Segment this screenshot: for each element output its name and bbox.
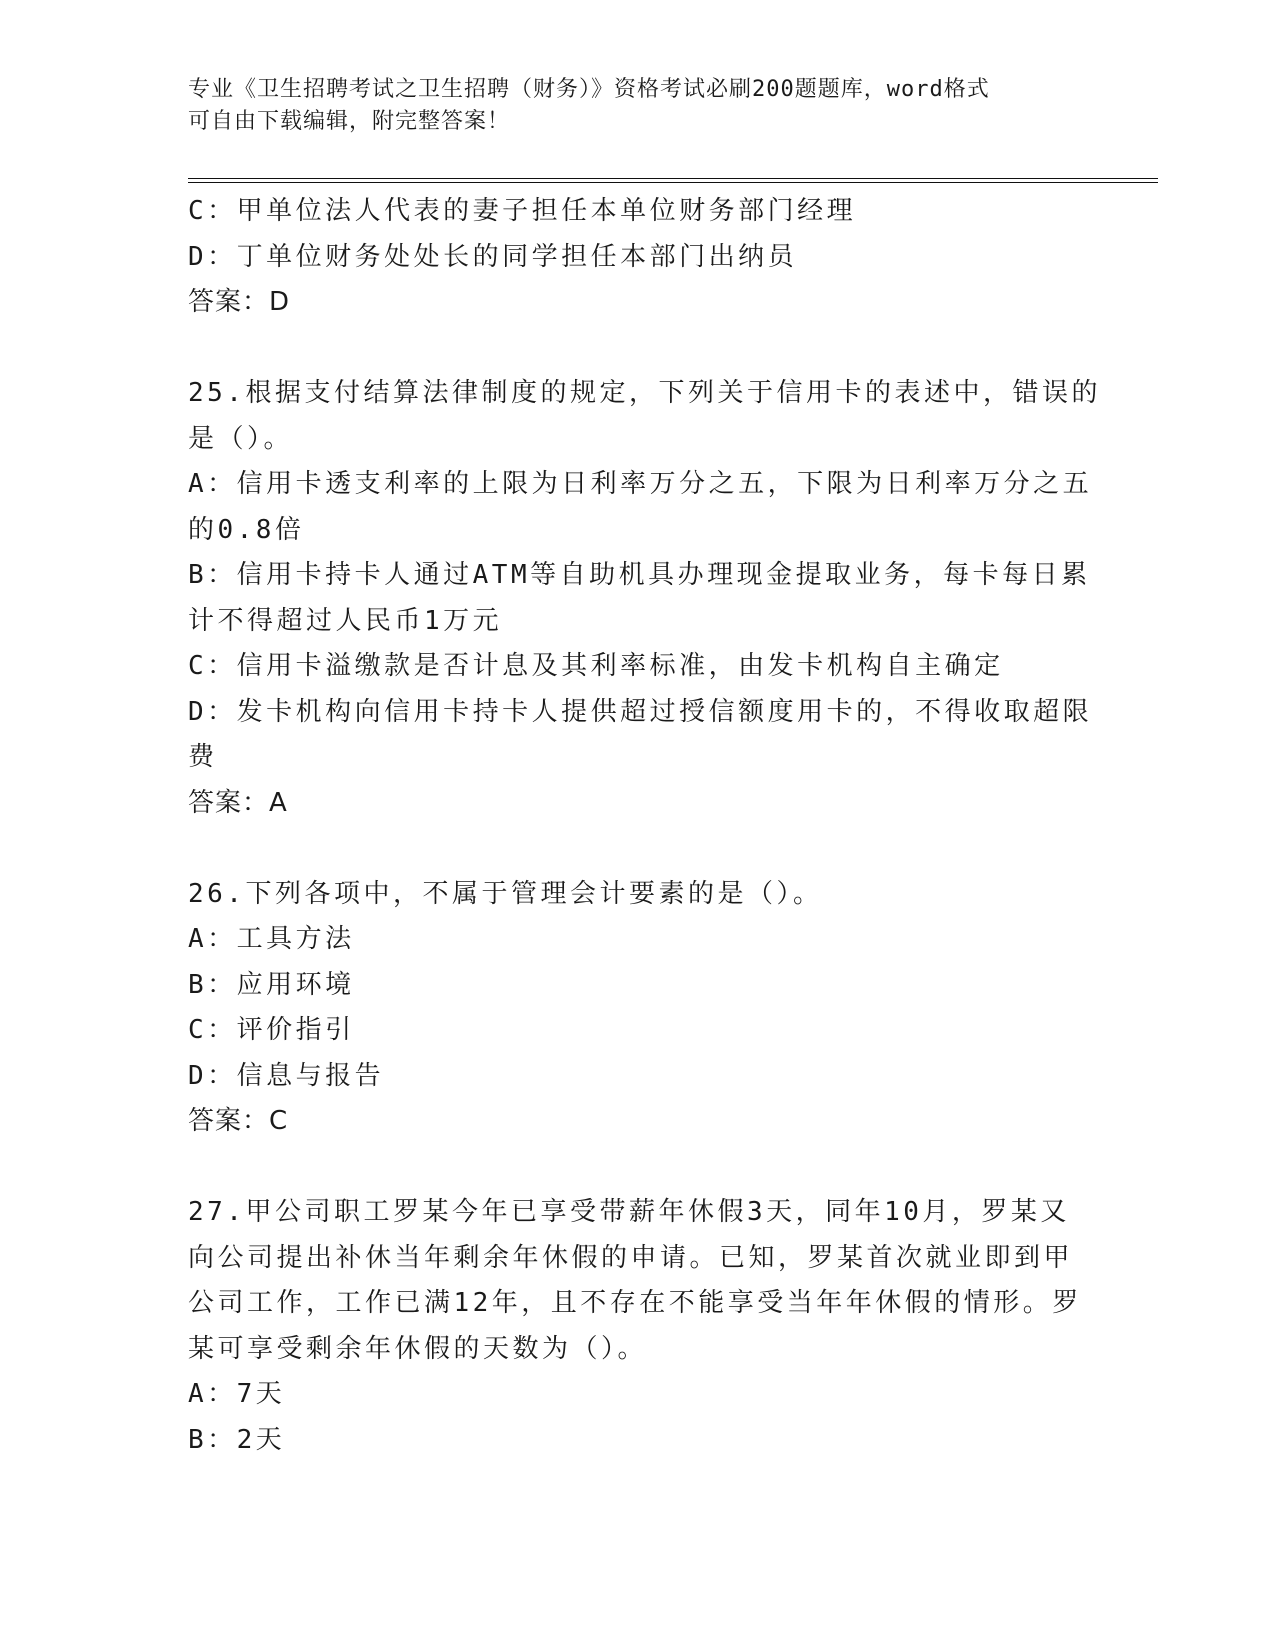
answer-label: 答案：C (188, 1106, 289, 1136)
question-text-line: 26.下列各项中，不属于管理会计要素的是（）。 (188, 878, 823, 909)
question-block-26 (188, 872, 1078, 1145)
option-b-cont: 计不得超过人民币1万元 (188, 605, 503, 636)
question-block-27 (188, 1190, 1082, 1463)
option-c: C：甲单位法人代表的妻子担任本单位财务部门经理 (188, 196, 857, 226)
option-a: A：7天 (188, 1379, 286, 1409)
question-text-line: 27.甲公司职工罗某今年已享受带薪年休假3天，同年10月，罗某又 (188, 1197, 1070, 1227)
option-b: B：2天 (188, 1424, 286, 1455)
option-d: D：信息与报告 (188, 1060, 385, 1091)
question-text-line: 公司工作，工作已满12年，且不存在不能享受当年年休假的情形。罗 (188, 1288, 1082, 1318)
answer-label: 答案：D (188, 287, 291, 317)
question-text-line: 25.根据支付结算法律制度的规定，下列关于信用卡的表述中，错误的 (188, 378, 1101, 408)
option-d: D：丁单位财务处处长的同学担任本部门出纳员 (188, 241, 798, 272)
option-d: D：发卡机构向信用卡持卡人提供超过授信额度用卡的，不得收取超限 (188, 696, 1093, 727)
question-text-line: 向公司提出补休当年剩余年休假的申请。已知，罗某首次就业即到甲 (188, 1242, 1074, 1273)
option-b: B：应用环境 (188, 969, 355, 1000)
header-line-1: 专业《卫生招聘考试之卫生招聘（财务）》资格考试必刷200题题库，word格式 (188, 77, 990, 102)
question-block-24 (188, 189, 1078, 326)
question-text-line: 是（）。 (188, 423, 294, 454)
question-text-line: 某可享受剩余年休假的天数为（）。 (188, 1333, 648, 1364)
page-header (188, 74, 1088, 138)
option-a: A：信用卡透支利率的上限为日利率万分之五，下限为日利率万分之五 (188, 469, 1093, 499)
option-d-cont: 费 (188, 742, 218, 772)
answer-label: 答案：A (188, 787, 288, 818)
question-block-25 (188, 371, 1101, 826)
option-c: C：评价指引 (188, 1015, 355, 1045)
option-b: B：信用卡持卡人通过ATM等自助机具办理现金提取业务，每卡每日累 (188, 560, 1091, 590)
document-body (188, 189, 1101, 1463)
option-c: C：信用卡溢缴款是否计息及其利率标准，由发卡机构自主确定 (188, 651, 1004, 681)
header-line-2: 可自由下载编辑，附完整答案！ (188, 109, 511, 134)
option-a-cont: 的0.8倍 (188, 514, 305, 545)
spacer (188, 326, 1078, 372)
spacer (188, 826, 1078, 872)
option-a: A：工具方法 (188, 924, 355, 954)
spacer (188, 1145, 1078, 1191)
header-double-rule (188, 178, 1158, 183)
